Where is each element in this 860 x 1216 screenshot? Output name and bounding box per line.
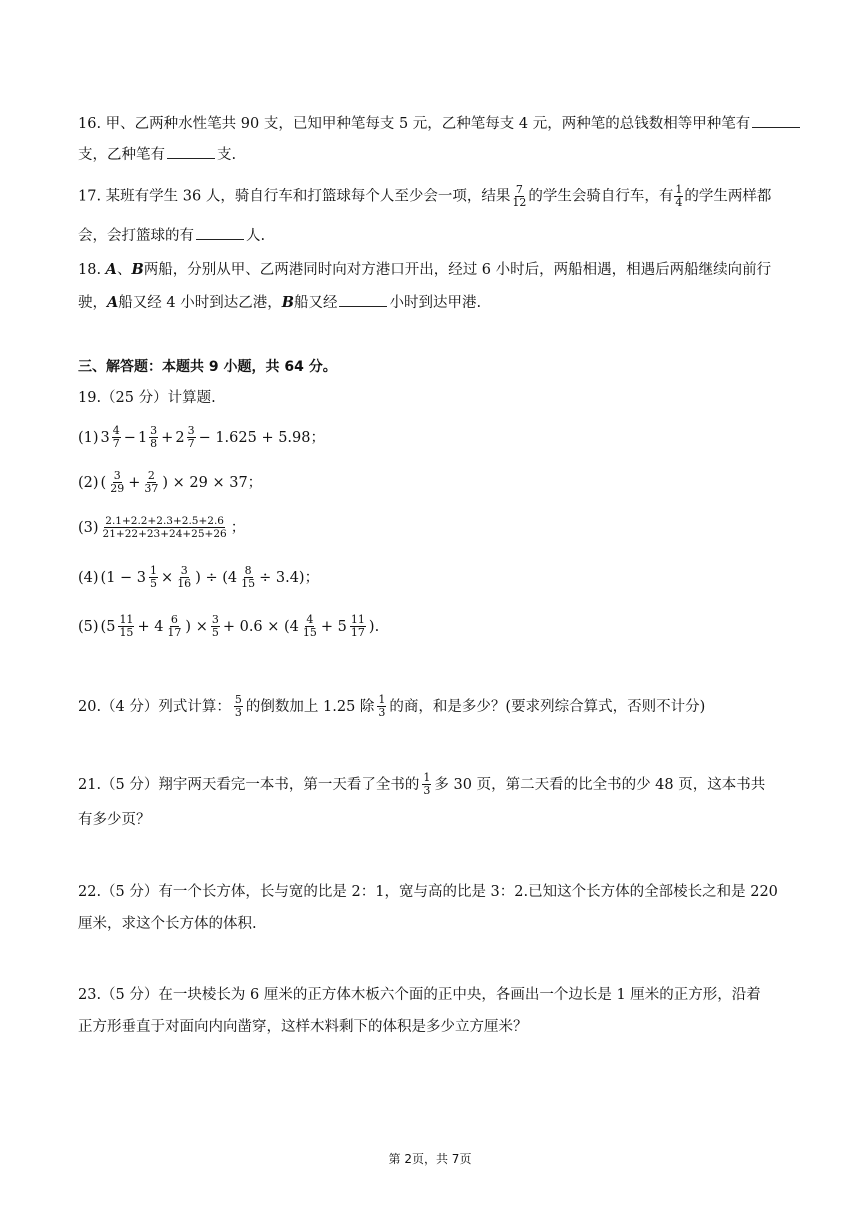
q16-line2 <box>78 144 236 165</box>
q18-number: 18. <box>78 262 106 278</box>
q17-text: 17. 某班有学生 36 人，骑自行车和打篮球每个人至少会一项，结果 <box>78 188 511 205</box>
q18-line2 <box>78 292 481 313</box>
q20-line: 20.（4 分）列式计算： $\frac{5}{3}$ 的倒数加上 1.25 除 $\frac{1}{3}$ 的商，和是多少？(要求列综合算式，否则不计分) <box>78 693 706 719</box>
q18-text-3: 船又经 4 小时到达乙港， <box>118 295 282 311</box>
q18-ship-b: B <box>131 261 144 278</box>
q16-line1 <box>78 113 802 134</box>
q16-text-2: 支，乙种笔有 <box>78 147 165 163</box>
q23-line2: 正方形垂直于对面向内向凿穿，这样木料剩下的体积是多少立方厘米？ <box>78 1019 528 1035</box>
q17-text-3: 的学生两样都 <box>684 188 772 205</box>
q22-line2: 厘米，求这个长方体的体积. <box>78 916 257 932</box>
section-3-heading: 三、解答题：本题共 9 小题，共 64 分。 <box>78 359 337 375</box>
q17-line2 <box>78 225 265 246</box>
q17-text-4: 会，会打篮球的有 <box>78 228 194 244</box>
q19-expr-2: (2) ( $\frac{3}{29}$ + $\frac{2}{37}$ ) × 29 × 37； <box>78 469 263 495</box>
q17-line1 <box>78 184 771 209</box>
q18-text-4: 船又经 <box>293 295 338 311</box>
q18-text-2: 驶， <box>78 295 107 311</box>
q19-expr-5: (5) (5 $\frac{11}{15}$ + 4 $\frac{6}{17}$ ) × $\frac{3}{5}$ + 0.6 × (4 $\frac{4}{15}$ + 5 $\frac{11}{17}$ ). <box>78 613 380 639</box>
q19-e1-mixed-3: 2 $\frac{3}{7}$ <box>175 424 195 450</box>
q18-sep: 、 <box>116 262 132 278</box>
q17-frac-1: $\frac{7}{12}$ <box>512 183 527 209</box>
q16-blank-1 <box>752 113 800 128</box>
q19-e1-mixed-1: 3 $\frac{4}{7}$ <box>100 424 120 450</box>
q18-ship-a: A <box>105 261 117 278</box>
q18-blank <box>339 292 387 307</box>
q22-line1: 22.（5 分）有一个长方体，长与宽的比是 2：1，宽与高的比是 3：2.已知这个长方体的全部棱长之和是 220 <box>78 884 778 900</box>
q19-expr-3: (3) $\frac{2.1+2.2+2.3+2.5+2.6}{21+22+23+24+25+26}$ ； <box>78 515 246 540</box>
q17-text-5: 人. <box>246 228 266 244</box>
q19-e3-fraction: $\frac{2.1+2.2+2.3+2.5+2.6}{21+22+23+24+25+26}$ <box>102 515 227 540</box>
q18-text: 两船，分别从甲、乙两港同时向对方港口开出，经过 6 小时后，两船相遇，相遇后两船继续向前行 <box>143 262 772 278</box>
q17-blank <box>196 225 244 240</box>
q19-expr-1: (1) 3 $\frac{4}{7}$ − 1 $\frac{3}{8}$ + 2 $\frac{3}{7}$ − 1.625 + 5.98； <box>78 424 325 450</box>
q19-title: 19.（25 分）计算题. <box>78 390 216 406</box>
q17-frac-2: $\frac{1}{4}$ <box>675 183 683 209</box>
q17-text-2: 的学生会骑自行车，有 <box>528 188 674 205</box>
page-footer: 第 2页，共 7页 <box>388 1152 472 1166</box>
q16-text-3: 支. <box>217 147 237 163</box>
q21-line1: 21.（5 分）翔宇两天看完一本书，第一天看了全书的 $\frac{1}{3}$ 多 30 页，第二天看的比全书的少 48 页，这本书共 <box>78 771 766 797</box>
q18-line1 <box>78 260 771 280</box>
q23-line1: 23.（5 分）在一块棱长为 6 厘米的正方体木板六个面的正中央，各画出一个边长是 1 厘米的正方形，沿着 <box>78 987 761 1003</box>
q18-text-5: 小时到达甲港. <box>389 295 482 311</box>
q18-ship-b-2: B <box>281 294 294 311</box>
q19-expr-4: (4) (1 − 3 $\frac{1}{5}$ × $\frac{3}{16}$ ) ÷ (4 $\frac{8}{15}$ ÷ 3.4)； <box>78 564 320 590</box>
q16-text: 16. 甲、乙两种水性笔共 90 支，已知甲种笔每支 5 元，乙种笔每支 4 元，两种笔的总钱数相等甲种笔有 <box>78 116 751 132</box>
q18-ship-a-2: A <box>107 294 119 311</box>
q19-e1-mixed-2: 1 $\frac{3}{8}$ <box>137 424 158 450</box>
q16-blank-2 <box>167 144 215 159</box>
q21-line2: 有多少页？ <box>78 812 151 828</box>
